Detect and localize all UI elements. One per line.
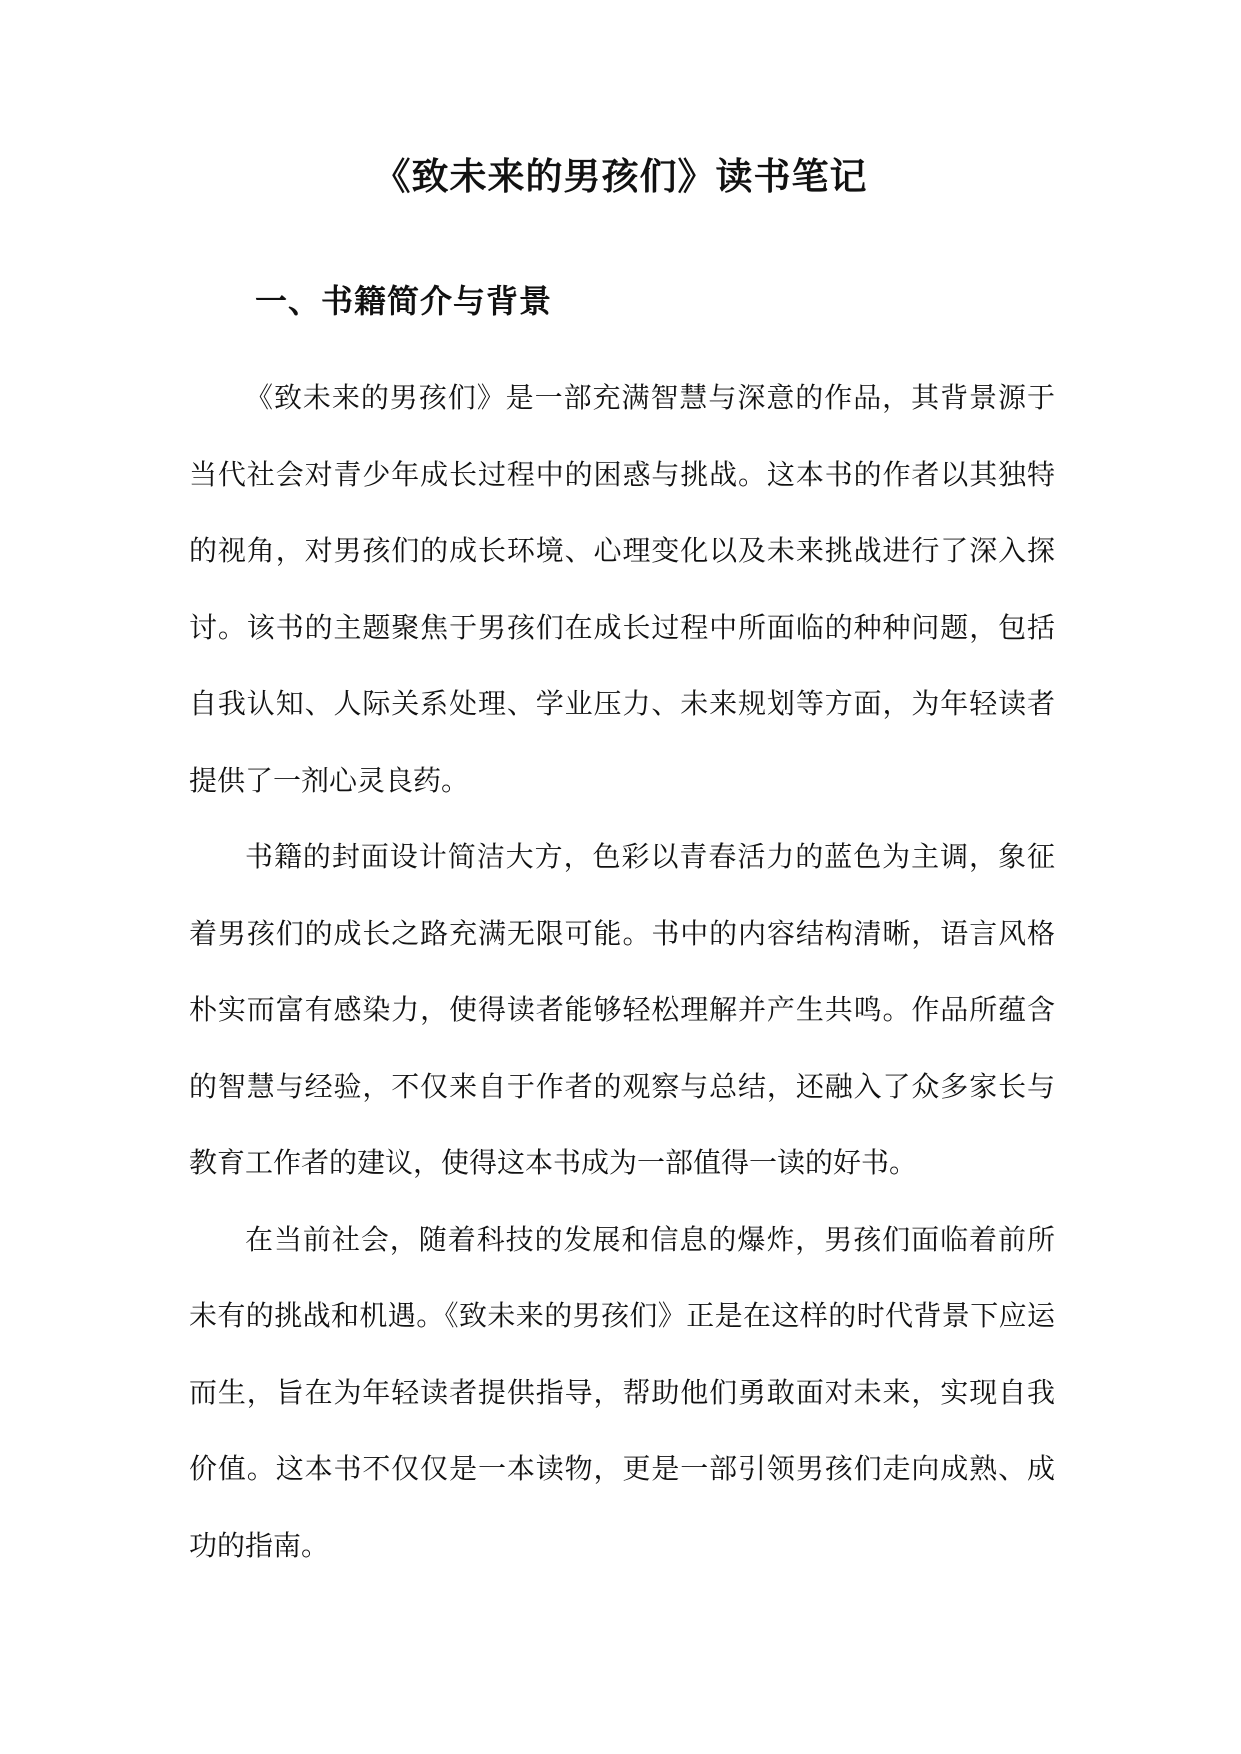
document-title: 《致未来的男孩们》读书笔记 [373, 154, 868, 198]
paragraph-3: 在当前社会，随着科技的发展和信息的爆炸，男孩们面临着前所未有的挑战和机遇。《致未来的男孩们》正是在这样的时代背景下应运而生，旨在为年轻读者提供指导，帮助他们勇敢面对未来，实现自我价值。这本书不仅仅是一本读物，更是一部引领男孩们走向成熟、成功的指南。 [189, 1222, 1055, 1562]
section-heading: 一、书籍简介与背景 [255, 282, 553, 320]
paragraph-1: 《致未来的男孩们》是一部充满智慧与深意的作品，其背景源于当代社会对青少年成长过程中的困惑与挑战。这本书的作者以其独特的视角，对男孩们的成长环境、心理变化以及未来挑战进行了深入探讨。该书的主题聚焦于男孩们在成长过程中所面临的种种问题，包括自我认知、人际关系处理、学业压力、未来规划等方面，为年轻读者提供了一剂心灵良药。 [189, 381, 1055, 797]
body-text [189, 360, 1055, 1584]
paragraph-2: 书籍的封面设计简洁大方，色彩以青春活力的蓝色为主调，象征着男孩们的成长之路充满无限可能。书中的内容结构清晰，语言风格朴实而富有感染力，使得读者能够轻松理解并产生共鸣。作品所蕴含的智慧与经验，不仅来自于作者的观察与总结，还融入了众多家长与教育工作者的建议，使得这本书成为一部值得一读的好书。 [189, 840, 1055, 1179]
